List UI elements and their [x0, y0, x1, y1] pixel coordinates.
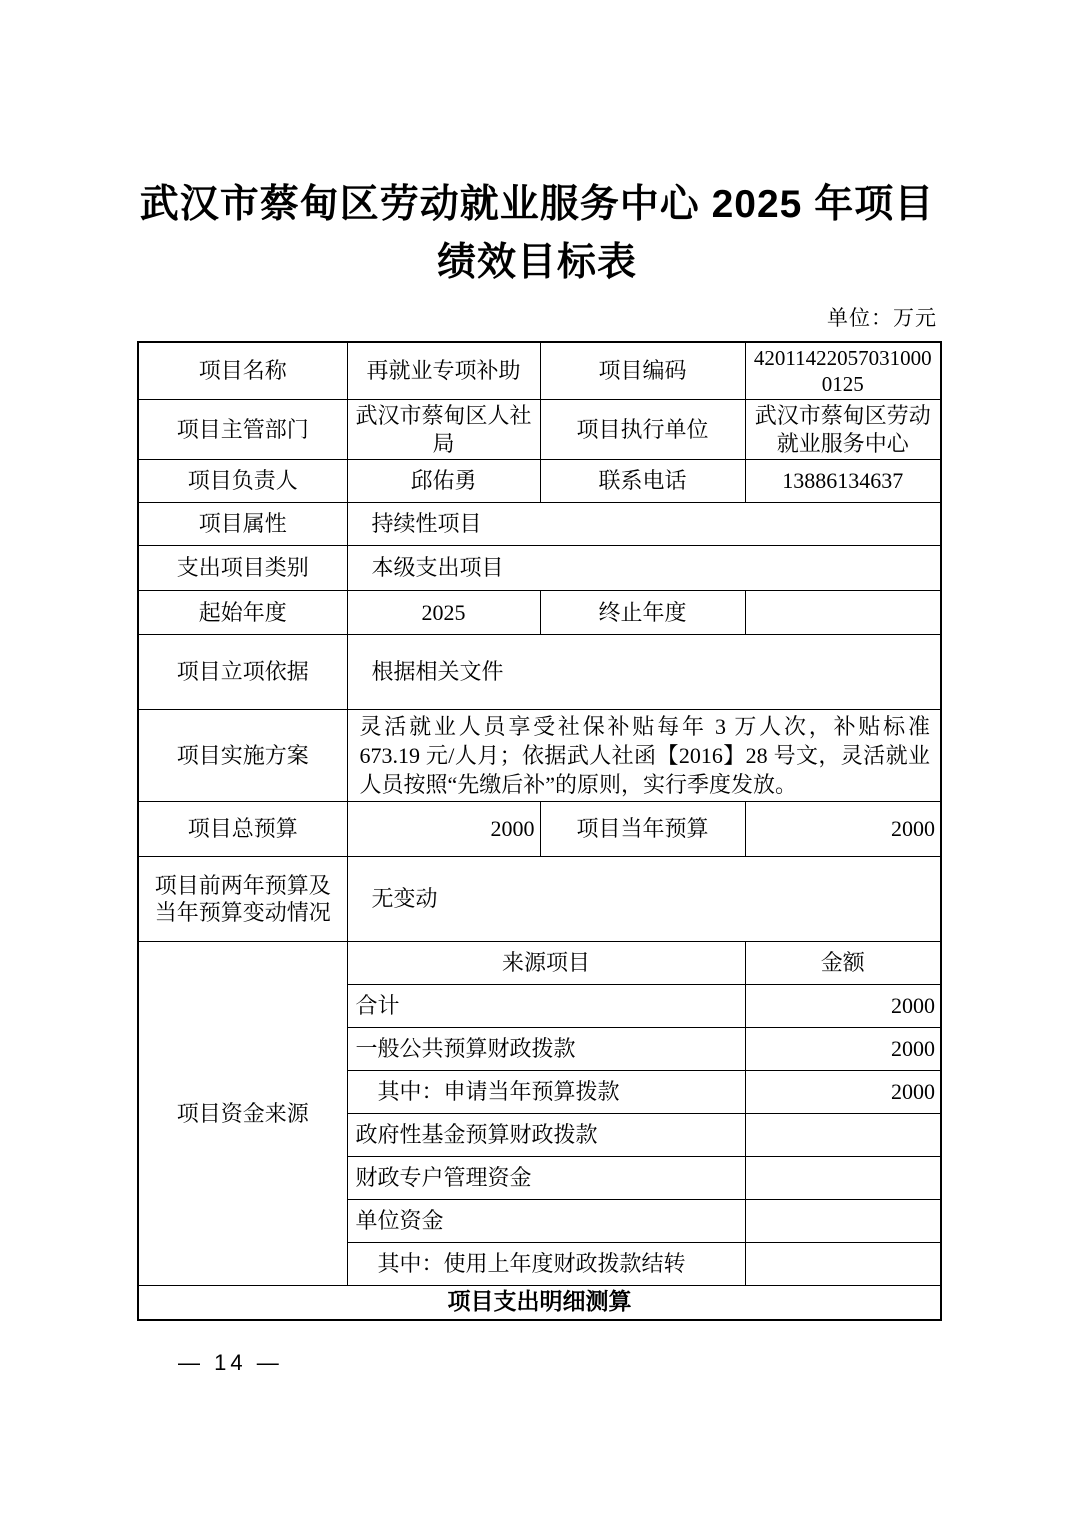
category-label: 支出项目类别: [138, 546, 347, 591]
row-basis: [138, 635, 941, 710]
total-budget-value: 2000: [347, 802, 540, 857]
row-prev-budget-change: [138, 857, 941, 942]
funding-source-name: 一般公共预算财政拨款: [347, 1028, 745, 1071]
funding-source-name: 单位资金: [347, 1200, 745, 1243]
leader-value: 邱佑勇: [347, 460, 540, 503]
row-project-name: [138, 342, 941, 400]
plan-label: 项目实施方案: [138, 710, 347, 802]
row-category: [138, 546, 941, 591]
prev-change-value: 无变动: [347, 857, 941, 942]
funding-source-name: 合计: [347, 985, 745, 1028]
prev-change-label: 项目前两年预算及当年预算变动情况: [138, 857, 347, 942]
project-code-label: 项目编码: [540, 342, 745, 400]
funding-amount: 2000: [745, 985, 941, 1028]
project-code-value: 420114220570310000125: [745, 342, 941, 400]
phone-value: 13886134637: [745, 460, 941, 503]
funding-amount: 2000: [745, 1028, 941, 1071]
page-title: [0, 176, 1074, 292]
performance-target-table: [137, 341, 942, 1321]
start-year-value: 2025: [347, 591, 540, 635]
funding-amount: [745, 1157, 941, 1200]
end-year-label: 终止年度: [540, 591, 745, 635]
phone-label: 联系电话: [540, 460, 745, 503]
exec-unit-label: 项目执行单位: [540, 400, 745, 460]
leader-label: 项目负责人: [138, 460, 347, 503]
start-year-label: 起始年度: [138, 591, 347, 635]
page-title-line2: 绩效目标表: [436, 241, 637, 284]
row-years: [138, 591, 941, 635]
category-value: 本级支出项目: [347, 546, 941, 591]
attr-label: 项目属性: [138, 503, 347, 546]
unit-note: 单位：万元: [827, 306, 937, 330]
page-title-line1: 武汉市蔡甸区劳动就业服务中心 2025 年项目: [139, 183, 935, 226]
row-budget: [138, 802, 941, 857]
funding-amount: [745, 1200, 941, 1243]
funding-amount: [745, 1243, 941, 1286]
dept-label: 项目主管部门: [138, 400, 347, 460]
end-year-value: [745, 591, 941, 635]
basis-label: 项目立项依据: [138, 635, 347, 710]
total-budget-label: 项目总预算: [138, 802, 347, 857]
row-department: [138, 400, 941, 460]
row-leader: [138, 460, 941, 503]
funding-group-label: 项目资金来源: [138, 942, 347, 1286]
row-plan: [138, 710, 941, 802]
funding-amount: 2000: [745, 1071, 941, 1114]
row-attribute: [138, 503, 941, 546]
row-expense-detail-header: [138, 1286, 941, 1320]
row-funding-header: [138, 942, 941, 985]
funding-source-header: 来源项目: [347, 942, 745, 985]
attr-value: 持续性项目: [347, 503, 941, 546]
page-number: — 14 —: [178, 1350, 283, 1375]
basis-value: 根据相关文件: [347, 635, 941, 710]
project-name-label: 项目名称: [138, 342, 347, 400]
dept-value: 武汉市蔡甸区人社局: [347, 400, 540, 460]
funding-source-name: 其中：使用上年度财政拨款结转: [347, 1243, 745, 1286]
plan-value: 灵活就业人员享受社保补贴每年 3 万人次，补贴标准 673.19 元/人月；依据武人社函【2016】28 号文，灵活就业人员按照“先缴后补”的原则，实行季度发放。: [347, 710, 941, 802]
funding-amount-header: 金额: [745, 942, 941, 985]
exec-unit-value: 武汉市蔡甸区劳动就业服务中心: [745, 400, 941, 460]
funding-source-name: 财政专户管理资金: [347, 1157, 745, 1200]
funding-source-name: 政府性基金预算财政拨款: [347, 1114, 745, 1157]
year-budget-value: 2000: [745, 802, 941, 857]
expense-detail-header: 项目支出明细测算: [138, 1286, 941, 1320]
project-name-value: 再就业专项补助: [347, 342, 540, 400]
funding-source-name: 其中：申请当年预算拨款: [347, 1071, 745, 1114]
funding-amount: [745, 1114, 941, 1157]
year-budget-label: 项目当年预算: [540, 802, 745, 857]
